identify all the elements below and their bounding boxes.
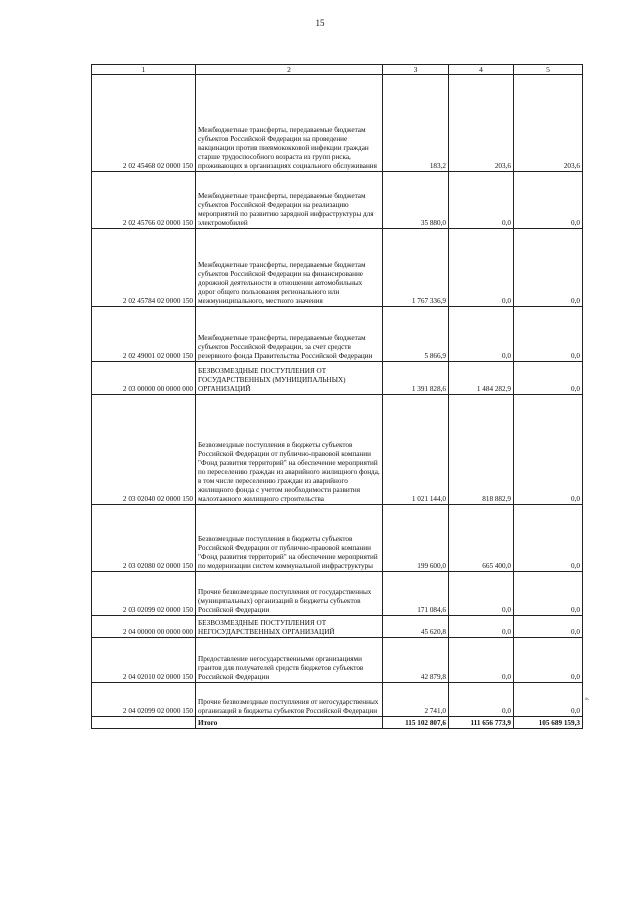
table-row: [92, 395, 583, 505]
budget-code: 2 03 02040 02 0000 150: [92, 395, 196, 505]
revenue-name: БЕЗВОЗМЕЗДНЫЕ ПОСТУПЛЕНИЯ ОТ НЕГОСУДАРСТВЕННЫХ ОРГАНИЗАЦИЙ: [196, 616, 383, 638]
total-row: [92, 717, 583, 729]
value-col4: 0,0: [449, 638, 514, 683]
table-row: [92, 638, 583, 683]
value-col5: 0,0: [514, 229, 583, 307]
budget-code: 2 03 02099 02 0000 150: [92, 572, 196, 616]
budget-code: 2 03 02080 02 0000 150: [92, 505, 196, 572]
value-col4: 0,0: [449, 683, 514, 717]
value-col3: 1 767 336,9: [383, 229, 449, 307]
table-row: [92, 307, 583, 362]
table-row: [92, 616, 583, 638]
value-col3: 1 021 144,0: [383, 395, 449, 505]
budget-code: 2 02 45766 02 0000 150: [92, 172, 196, 229]
total-col4: 111 656 773,9: [449, 717, 514, 729]
budget-code: 2 02 49001 02 0000 150: [92, 307, 196, 362]
table-row: [92, 75, 583, 172]
budget-code: 2 04 02099 02 0000 150: [92, 683, 196, 717]
column-header: 1: [92, 65, 196, 75]
value-col4: 0,0: [449, 307, 514, 362]
revenue-name: Прочие безвозмездные поступления от негосударственных организаций в бюджеты субъектов Российской Федерации: [196, 683, 383, 717]
value-col3: 5 866,9: [383, 307, 449, 362]
revenue-name: БЕЗВОЗМЕЗДНЫЕ ПОСТУПЛЕНИЯ ОТ ГОСУДАРСТВЕННЫХ (МУНИЦИПАЛЬНЫХ) ОРГАНИЗАЦИЙ: [196, 362, 383, 395]
value-col3: 183,2: [383, 75, 449, 172]
revenue-name: Прочие безвозмездные поступления от государственных (муниципальных) организаций в бюджеты субъектов Российской Федерации: [196, 572, 383, 616]
value-col5: 0,0: [514, 572, 583, 616]
table-header-row: [92, 65, 583, 75]
table-row: [92, 172, 583, 229]
budget-code: 2 02 45468 02 0000 150: [92, 75, 196, 172]
value-col5: 203,6: [514, 75, 583, 172]
total-empty-cell: [92, 717, 196, 729]
total-col5: 105 689 159,3: [514, 717, 583, 729]
value-col4: 203,6: [449, 75, 514, 172]
column-header: 5: [514, 65, 583, 75]
value-col5: 0,0: [514, 362, 583, 395]
value-col4: 0,0: [449, 572, 514, 616]
value-col4: 0,0: [449, 172, 514, 229]
total-col3: 115 102 807,6: [383, 717, 449, 729]
value-col3: 45 620,8: [383, 616, 449, 638]
budget-code: 2 04 02010 02 0000 150: [92, 638, 196, 683]
value-col5: 0,0: [514, 307, 583, 362]
value-col3: 2 741,0: [383, 683, 449, 717]
value-col4: 1 484 282,9: [449, 362, 514, 395]
value-col5: 0,0: [514, 683, 583, 717]
budget-table: [91, 64, 583, 729]
revenue-name: Межбюджетные трансферты, передаваемые бюджетам субъектов Российской Федерации на реализацию мероприятий по развитию зарядной инфраструктуры для электромобилей: [196, 172, 383, 229]
value-col3: 171 084,6: [383, 572, 449, 616]
budget-code: 2 03 00000 00 0000 000: [92, 362, 196, 395]
value-col3: 35 880,0: [383, 172, 449, 229]
value-col4: 0,0: [449, 616, 514, 638]
value-col5: 0,0: [514, 616, 583, 638]
value-col4: 0,0: [449, 229, 514, 307]
revenue-name: Межбюджетные трансферты, передаваемые бюджетам субъектов Российской Федерации на проведение вакцинации против пневмококковой инфекции граждан старше трудоспособного возраста из групп риска, проживающих в организациях социального обслуживания: [196, 75, 383, 172]
value-col5: 0,0: [514, 395, 583, 505]
table-row: [92, 683, 583, 717]
column-header: 3: [383, 65, 449, 75]
value-col5: 0,0: [514, 172, 583, 229]
budget-code: 2 02 45784 02 0000 150: [92, 229, 196, 307]
revenue-name: Межбюджетные трансферты, передаваемые бюджетам субъектов Российской Федерации на финансирование дорожной деятельности в отношении автомобильных дорог общего пользования регионального или межмуниципального, местного значения: [196, 229, 383, 307]
table-row: [92, 505, 583, 572]
table-row: [92, 229, 583, 307]
budget-code: 2 04 00000 00 0000 000: [92, 616, 196, 638]
total-label: Итого: [196, 717, 383, 729]
value-col5: 0,0: [514, 505, 583, 572]
table-row: [92, 362, 583, 395]
value-col4: 665 400,0: [449, 505, 514, 572]
column-header: 2: [196, 65, 383, 75]
page-number: 15: [315, 18, 325, 28]
value-col3: 199 600,0: [383, 505, 449, 572]
value-col4: 818 882,9: [449, 395, 514, 505]
end-quote-mark: ».: [585, 696, 590, 702]
value-col3: 42 879,8: [383, 638, 449, 683]
revenue-name: Предоставление негосударственными организациями грантов для получателей средств бюджетов субъектов Российской Федерации: [196, 638, 383, 683]
column-header: 4: [449, 65, 514, 75]
value-col5: 0,0: [514, 638, 583, 683]
value-col3: 1 391 828,6: [383, 362, 449, 395]
revenue-name: Безвозмездные поступления в бюджеты субъектов Российской Федерации от публично-правовой компании "Фонд развития территорий" на обеспечение мероприятий по переселению граждан из аварийного жилищного фонда, в том числе переселению граждан из аварийного жилищного фонда с учетом необходимости развития малоэтажного жилищного строительства: [196, 395, 383, 505]
table-row: [92, 572, 583, 616]
revenue-name: Межбюджетные трансферты, передаваемые бюджетам субъектов Российской Федерации, за счет средств резервного фонда Правительства Российской Федерации: [196, 307, 383, 362]
revenue-name: Безвозмездные поступления в бюджеты субъектов Российской Федерации от публично-правовой компании "Фонд развития территорий" на обеспечение мероприятий по модернизации систем коммунальной инфраструктуры: [196, 505, 383, 572]
